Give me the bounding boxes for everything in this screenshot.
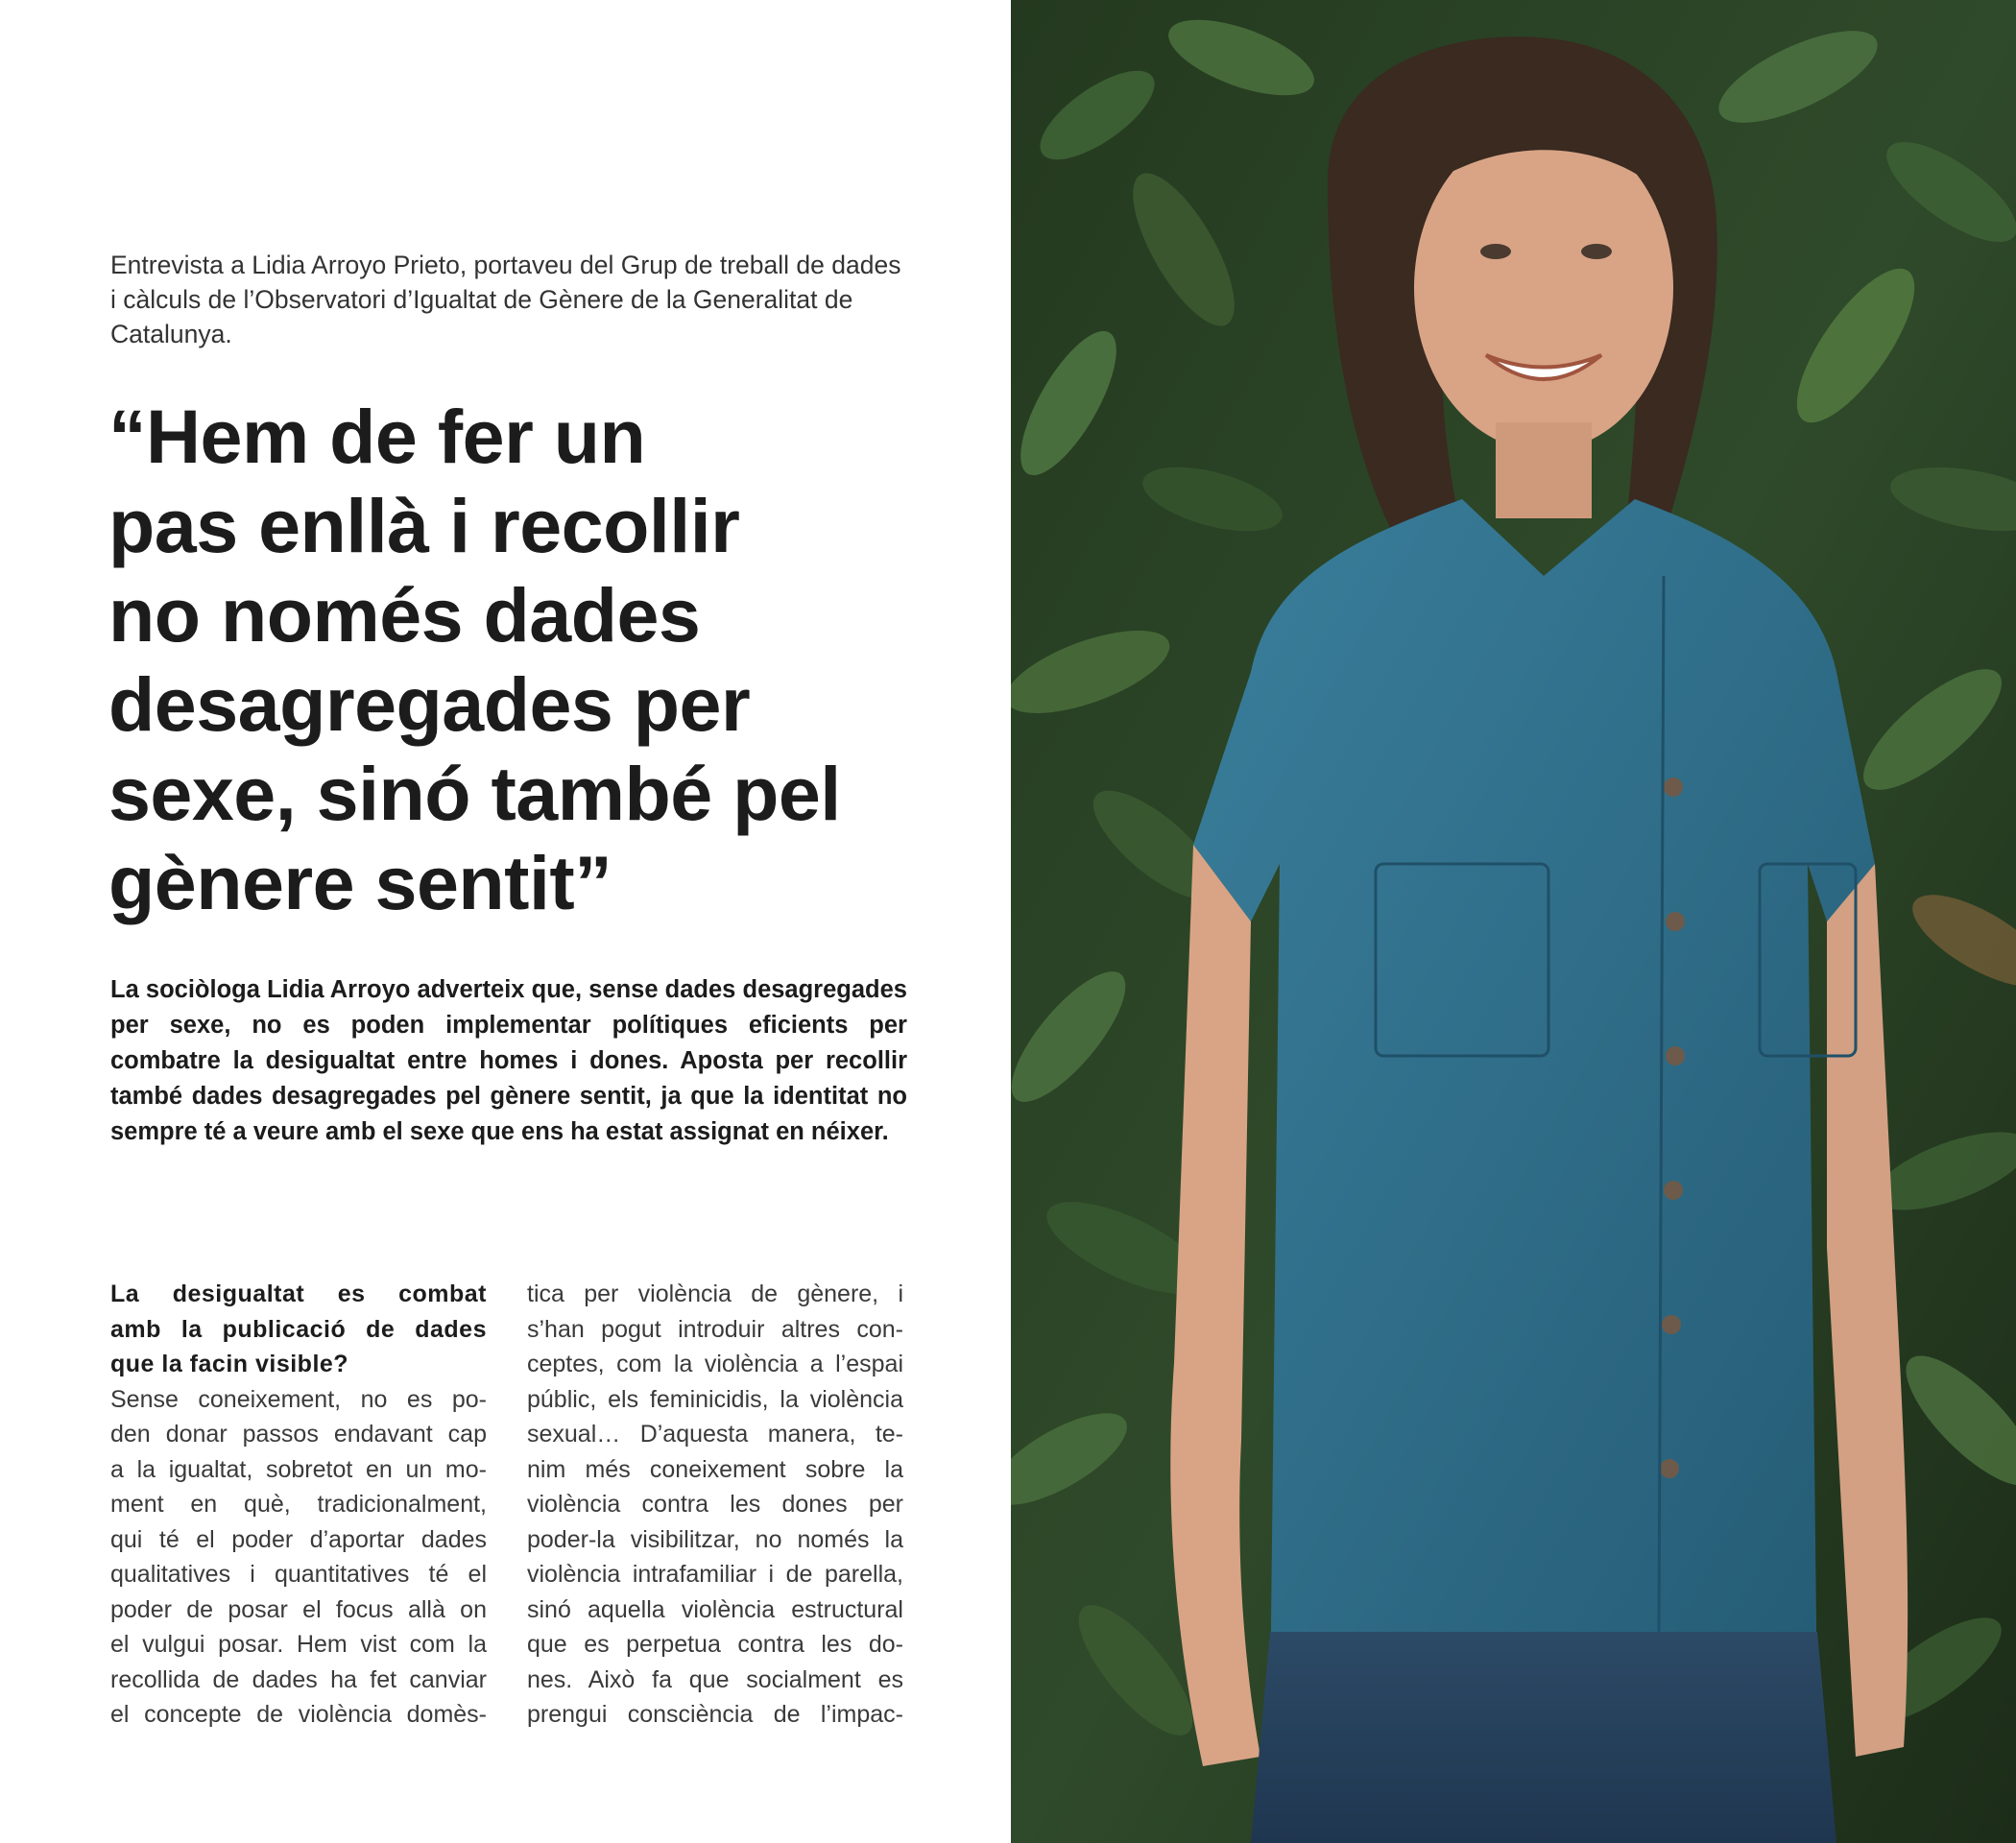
headline-line: pas enllà i recollir (108, 483, 740, 568)
face (1414, 125, 1673, 451)
portrait-illustration (1011, 0, 2016, 1843)
headline-line: sexe, sinó també pel (108, 751, 841, 836)
body-line: qualitatives i quantitatives té el (110, 1561, 487, 1588)
body-line: que es perpetua contra les do- (527, 1631, 903, 1658)
body-line: nim més coneixement sobre la (527, 1455, 903, 1483)
body-line: prengui consciència de l’impac- (527, 1701, 903, 1728)
body-line: el vulgui posar. Hem vist com la (110, 1631, 487, 1658)
left-eye (1480, 244, 1511, 259)
body-line: recollida de dades ha fet canviar (110, 1665, 487, 1693)
right-eye (1581, 244, 1612, 259)
body-line: a la igualtat, sobretot en un mo- (110, 1455, 487, 1483)
headline-line: gènere sentit” (108, 840, 612, 925)
headline-line: “Hem de fer un (108, 394, 646, 479)
question-line: amb la publicació de dades (110, 1315, 487, 1343)
question-line: La desigualtat es combat (110, 1281, 487, 1307)
body-line: Sense coneixement, no es po- (110, 1385, 487, 1413)
body-line: poder de posar el focus allà on (110, 1595, 487, 1623)
body-line: sexual… D’aquesta manera, te- (527, 1421, 903, 1448)
headline-line: desagregades per (108, 661, 751, 747)
body-line: qui té el poder d’aportar dades (110, 1525, 487, 1553)
body-line: sinó aquella violència estructural (527, 1595, 903, 1623)
jeans (1251, 1632, 1836, 1843)
lead-paragraph: La sociòloga Lidia Arroyo adverteix que, sense dades desagregades per sexe, no es poden implementar polítiques eficients per combatre la desigualtat entre homes i dones. Aposta per recollir també dades desagregades pel gènere sentit, ja que la identitat no sempre té a veure amb el sexe que ens ha estat assignat en néixer. (110, 976, 907, 1145)
headline-line: no només dades (108, 572, 701, 658)
body-line: s’han pogut introduir altres con- (527, 1315, 903, 1343)
portrait-photo (1011, 0, 2016, 1843)
body-line: poder-la visibilitzar, no només la (527, 1525, 903, 1553)
shirt (1193, 499, 1875, 1709)
question-line: que la facin visible? (110, 1351, 349, 1377)
body-line: nes. Això fa que socialment es (527, 1665, 903, 1693)
body-line: violència intrafamiliar i de parella, (527, 1561, 903, 1588)
body-line: ceptes, com la violència a l’espai (527, 1351, 903, 1377)
body-column-right (527, 1277, 903, 1733)
intro-text: Entrevista a Lidia Arroyo Prieto, portaveu del Grup de treball de dades i càlculs de l’Observatori d’Igualtat de Gènere de la Generalitat de Catalunya. (110, 251, 901, 348)
body-line: den donar passos endavant cap (110, 1421, 487, 1448)
body-line: el concepte de violència domès- (110, 1701, 487, 1728)
body-line: violència contra les dones per (527, 1491, 903, 1518)
body-line: tica per violència de gènere, i (527, 1281, 903, 1307)
body-column-left (110, 1277, 487, 1733)
neck (1496, 422, 1592, 518)
headline (108, 392, 934, 927)
body-line: ment en què, tradicionalment, (110, 1491, 487, 1518)
body-line: públic, els feminicidis, la violència (527, 1385, 903, 1413)
